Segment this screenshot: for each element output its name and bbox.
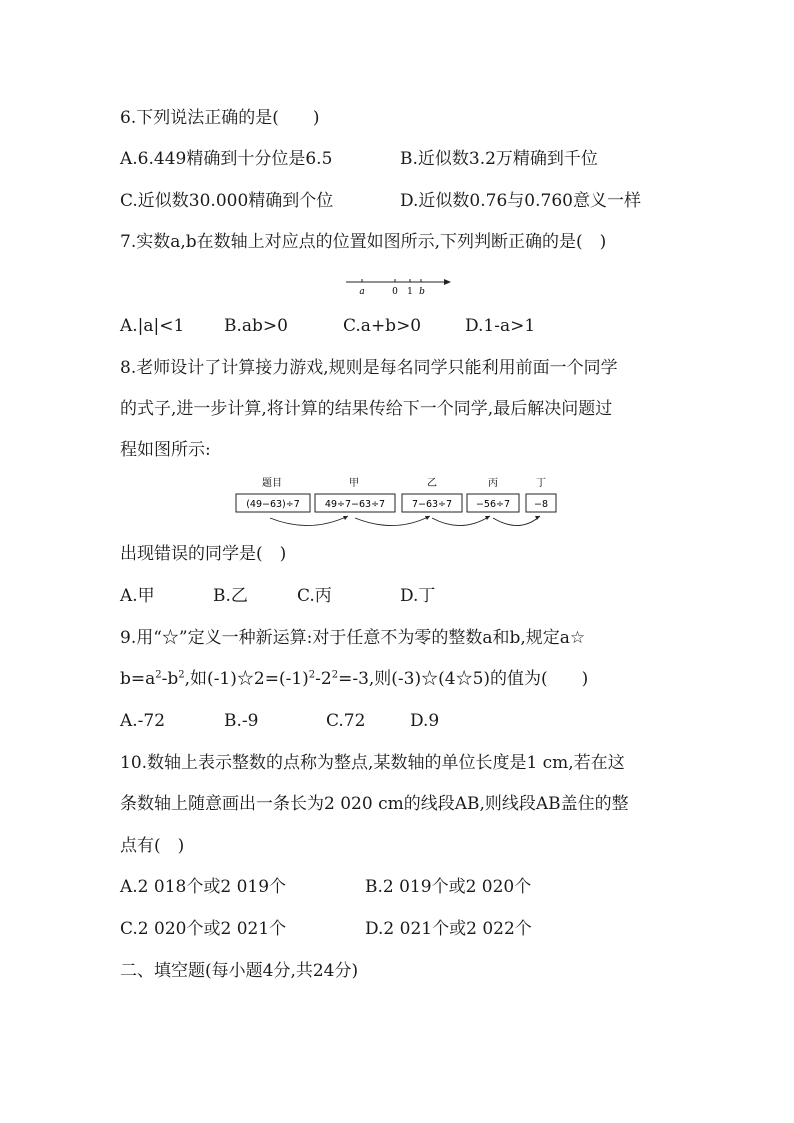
q9-line-2-part-e: =-3,则(-3)☆(4☆5)的值为( ) [338,669,589,689]
q9-superscript-1: 2 [155,669,162,681]
q9-option-b: B.-9 [224,711,259,731]
q8-line-1: 8.老师设计了计算接力游戏,规则是每名同学只能利用前面一个同学 [120,358,618,378]
q6-option-d: D.近似数0.76与0.760意义一样 [400,191,641,211]
q10-option-b: B.2 019个或2 020个 [365,877,532,897]
q9-line-2-part-b: -b [161,669,179,689]
q10-option-c: C.2 020个或2 021个 [120,919,287,939]
q9-superscript-2: 2 [178,669,185,681]
axis-label-0: 0 [392,287,398,297]
q9-line-2-part-d: -2 [315,669,332,689]
flow-expr-ding: −8 [533,499,549,510]
flow-expr-jia: 49÷7−63÷7 [324,499,386,510]
q7-stem: 7.实数a,b在数轴上对应点的位置如图所示,下列判断正确的是( ) [120,232,607,252]
q9-line-2-part-a: b=a [120,669,156,689]
flow-expr-problem: (49−63)÷7 [246,499,300,510]
q9-line-1: 9.用“☆”定义一种新运算:对于任意不为零的整数a和b,规定a☆ [120,628,586,648]
q6-stem: 6.下列说法正确的是( ) [120,108,320,128]
flow-arrow-4 [493,516,540,526]
flow-arrow-1 [270,516,348,526]
q6-option-c: C.近似数30.000精确到个位 [120,191,334,211]
flow-arrow-2 [355,516,430,526]
q7-option-c: C.a+b>0 [343,316,422,336]
q7-option-d: D.1-a>1 [465,316,536,336]
flow-header-ding: 丁 [536,478,546,489]
flow-header-jia: 甲 [349,478,359,489]
q8-line-2: 的式子,进一步计算,将计算的结果传给下一个同学,最后解决问题过 [120,399,613,419]
flow-expr-bing: −56÷7 [475,499,511,510]
q9-option-d: D.9 [410,711,440,731]
q7-option-a: A.|a|<1 [120,316,185,336]
q8-question: 出现错误的同学是( ) [120,544,287,564]
number-line-figure [340,272,460,298]
flow-header-bing: 丙 [488,478,498,489]
q9-line-2 [120,667,588,691]
q8-option-a: A.甲 [120,586,155,606]
q9-option-a: A.-72 [120,711,166,731]
axis-label-1: 1 [407,287,413,297]
axis-label-b: b [419,287,425,297]
flow-header-problem: 题目 [262,478,282,489]
q8-option-c: C.丙 [297,586,332,606]
q7-option-b: B.ab>0 [224,316,288,336]
q9-line-2-part-c: ,如(-1)☆2=(-1) [184,669,309,689]
number-line-arrow [444,279,451,285]
q6-option-a: A.6.449精确到十分位是6.5 [120,149,333,169]
q9-superscript-4: 2 [331,669,339,681]
q10-line-2: 条数轴上随意画出一条长为2 020 cm的线段AB,则线段AB盖住的整 [120,794,629,814]
q8-option-d: D.丁 [400,586,436,606]
section-2-heading: 二、填空题(每小题4分,共24分) [120,961,359,981]
flow-header-yi: 乙 [427,478,437,489]
q10-option-d: D.2 021个或2 022个 [365,919,532,939]
q6-option-b: B.近似数3.2万精确到千位 [400,149,598,169]
axis-label-a: a [359,287,365,297]
q8-line-3: 程如图所示: [120,440,211,460]
q10-line-3: 点有( ) [120,836,185,856]
q9-option-c: C.72 [326,711,366,731]
q9-superscript-3: 2 [308,669,316,681]
flow-arrow-3 [432,516,490,526]
q10-line-1: 10.数轴上表示整数的点称为整点,某数轴的单位长度是1 cm,若在这 [120,753,625,773]
flow-expr-yi: 7−63÷7 [411,499,453,510]
relay-flow-figure [230,474,565,536]
q8-option-b: B.乙 [213,586,248,606]
q10-option-a: A.2 018个或2 019个 [120,877,287,897]
